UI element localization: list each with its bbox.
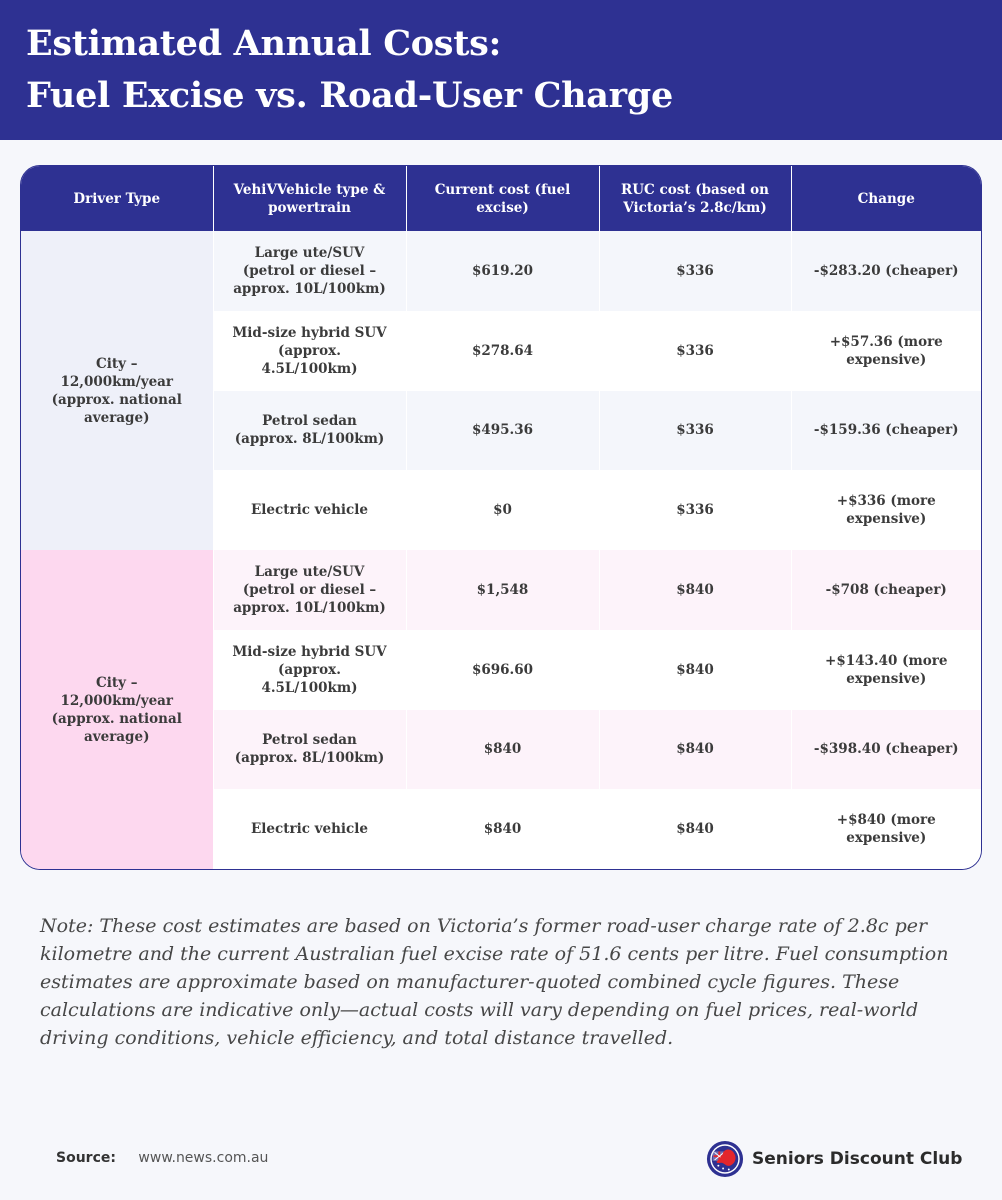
header-ruc-cost: RUC cost (based on Victoria’s 2.8c/km) [599,166,791,231]
driver-type-cell: City – 12,000km/year (approx. national average) [21,550,213,869]
header-vehicle-type: VehiVVehicle type & powertrain [213,166,406,231]
brand-logo [706,1140,962,1178]
header-banner [0,0,1002,140]
australia-map-badge-icon [706,1140,744,1178]
ruc-cost-cell: $840 [599,550,791,630]
ruc-cost-cell: $336 [599,231,791,311]
change-cell: +$336 (more expensive) [791,470,981,550]
current-cost-cell: $696.60 [406,630,599,710]
current-cost-cell: $840 [406,789,599,869]
methodology-note: Note: These cost estimates are based on Victoria’s former road-user charge rate of 2.8c per kilometre and the current Australian fuel excise rate of 51.6 cents per litre. Fuel consumption estimates are approximate based on manufacturer-quoted combined cycle figures. These calculations are indicative only—actual costs will vary depending on fuel prices, real-world driving conditions, vehicle efficiency, and total distance travelled. [40,915,949,1049]
ruc-cost-cell: $840 [599,789,791,869]
vehicle-cell: Mid-size hybrid SUV (approx. 4.5L/100km) [213,311,406,391]
header-change: Change [857,190,915,207]
vehicle-cell: Petrol sedan (approx. 8L/100km) [213,710,406,790]
change-cell: -$283.20 (cheaper) [791,231,981,311]
change-cell: -$159.36 (cheaper) [791,391,981,471]
vehicle-cell: Electric vehicle [213,470,406,550]
ruc-cost-cell: $336 [599,470,791,550]
title-line-1: Estimated Annual Costs: [26,23,502,64]
title-line-2: Fuel Excise vs. Road-User Charge [26,75,673,116]
table-row [21,550,981,630]
vehicle-cell: Mid-size hybrid SUV (approx. 4.5L/100km) [213,630,406,710]
table-header-row [21,166,981,231]
brand-name: Seniors Discount Club [752,1149,963,1169]
driver-type-cell: City – 12,000km/year (approx. national average) [21,231,213,550]
source-label: Source: [56,1150,116,1166]
change-cell: +$143.40 (more expensive) [791,630,981,710]
page-title [26,18,673,122]
vehicle-cell: Large ute/SUV (petrol or diesel – approx. 10L/100km) [213,550,406,630]
header-current-cost: Current cost (fuel excise) [406,166,599,231]
comparison-table [21,166,981,869]
source-link[interactable]: www.news.com.au [138,1150,269,1166]
ruc-cost-cell: $336 [599,391,791,471]
header-driver-type: Driver Type [21,166,213,231]
ruc-cost-cell: $840 [599,710,791,790]
change-cell: +$57.36 (more expensive) [791,311,981,391]
current-cost-cell: $1,548 [406,550,599,630]
ruc-cost-cell: $840 [599,630,791,710]
table-row [21,231,981,311]
current-cost-cell: $840 [406,710,599,790]
current-cost-cell: $495.36 [406,391,599,471]
source-line [56,1150,268,1166]
vehicle-cell: Petrol sedan (approx. 8L/100km) [213,391,406,471]
current-cost-cell: $619.20 [406,231,599,311]
change-cell: -$708 (cheaper) [791,550,981,630]
change-cell: -$398.40 (cheaper) [791,710,981,790]
change-cell: +$840 (more expensive) [791,789,981,869]
current-cost-cell: $278.64 [406,311,599,391]
current-cost-cell: $0 [406,470,599,550]
vehicle-cell: Electric vehicle [213,789,406,869]
cost-comparison-table [20,165,982,870]
vehicle-cell: Large ute/SUV (petrol or diesel – approx. 10L/100km) [213,231,406,311]
ruc-cost-cell: $336 [599,311,791,391]
